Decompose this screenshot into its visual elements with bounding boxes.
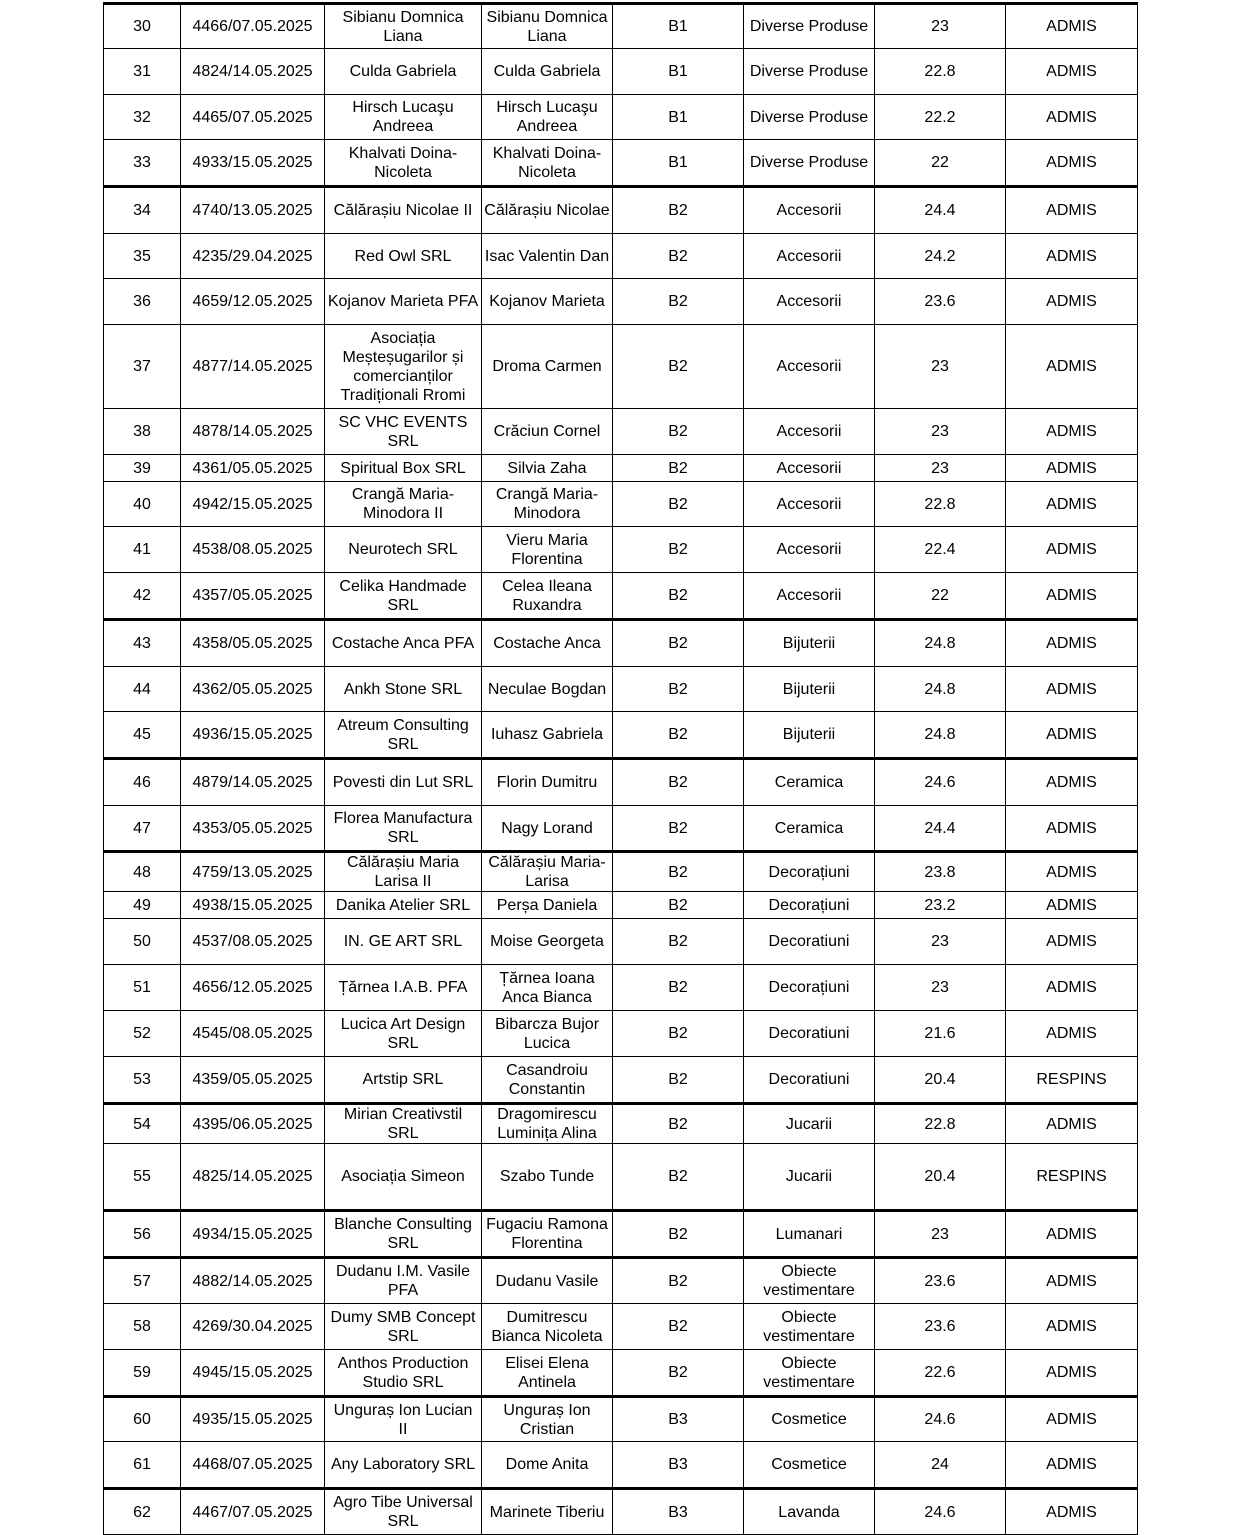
cell-zone: B2: [613, 1304, 744, 1350]
cell-company: Țărnea I.A.B. PFA: [325, 965, 482, 1011]
cell-representative: Casandroiu Constantin: [482, 1057, 613, 1104]
cell-category: Ceramica: [744, 759, 875, 806]
table-row: [104, 1397, 1138, 1442]
cell-score: 23.6: [875, 279, 1006, 325]
cell-score: 22.4: [875, 527, 1006, 573]
cell-company: Neurotech SRL: [325, 527, 482, 573]
cell-score: 23: [875, 965, 1006, 1011]
cell-score: 24.6: [875, 1397, 1006, 1442]
cell-status: ADMIS: [1006, 325, 1138, 409]
cell-nr: 44: [104, 667, 181, 712]
cell-registration: 4938/15.05.2025: [181, 892, 325, 919]
cell-company: Asociația Meșteșugarilor și comercianților Tradiționali Rromi: [325, 325, 482, 409]
cell-nr: 61: [104, 1442, 181, 1489]
cell-zone: B2: [613, 667, 744, 712]
cell-zone: B2: [613, 892, 744, 919]
cell-category: Cosmetice: [744, 1442, 875, 1489]
cell-registration: 4466/07.05.2025: [181, 4, 325, 49]
cell-category: Decorațiuni: [744, 892, 875, 919]
cell-company: Celika Handmade SRL: [325, 573, 482, 620]
cell-company: Agro Tibe Universal SRL: [325, 1489, 482, 1535]
cell-zone: B2: [613, 527, 744, 573]
cell-company: Costache Anca PFA: [325, 620, 482, 667]
cell-score: 23: [875, 455, 1006, 482]
cell-score: 23.8: [875, 852, 1006, 892]
cell-nr: 58: [104, 1304, 181, 1350]
cell-score: 23.2: [875, 892, 1006, 919]
cell-nr: 38: [104, 409, 181, 455]
cell-registration: 4359/05.05.2025: [181, 1057, 325, 1104]
cell-representative: Florin Dumitru: [482, 759, 613, 806]
cell-nr: 41: [104, 527, 181, 573]
cell-status: ADMIS: [1006, 1350, 1138, 1397]
cell-registration: 4465/07.05.2025: [181, 95, 325, 140]
cell-company: Unguraș Ion Lucian II: [325, 1397, 482, 1442]
table-row: [104, 1011, 1138, 1057]
table-row: [104, 187, 1138, 234]
table-row: [104, 325, 1138, 409]
cell-registration: 4740/13.05.2025: [181, 187, 325, 234]
table-row: [104, 1144, 1138, 1211]
cell-status: ADMIS: [1006, 852, 1138, 892]
cell-zone: B2: [613, 1258, 744, 1304]
cell-status: ADMIS: [1006, 1442, 1138, 1489]
cell-status: ADMIS: [1006, 95, 1138, 140]
cell-score: 22.8: [875, 482, 1006, 527]
cell-zone: B2: [613, 325, 744, 409]
cell-nr: 54: [104, 1104, 181, 1144]
cell-registration: 4879/14.05.2025: [181, 759, 325, 806]
cell-category: Diverse Produse: [744, 95, 875, 140]
cell-nr: 34: [104, 187, 181, 234]
cell-status: ADMIS: [1006, 140, 1138, 187]
cell-category: Accesorii: [744, 234, 875, 279]
cell-registration: 4357/05.05.2025: [181, 573, 325, 620]
table-row: [104, 482, 1138, 527]
cell-representative: Neculae Bogdan: [482, 667, 613, 712]
cell-status: ADMIS: [1006, 919, 1138, 965]
cell-nr: 46: [104, 759, 181, 806]
cell-category: Decoratiuni: [744, 1057, 875, 1104]
cell-zone: B2: [613, 620, 744, 667]
cell-zone: B3: [613, 1442, 744, 1489]
cell-registration: 4759/13.05.2025: [181, 852, 325, 892]
cell-nr: 48: [104, 852, 181, 892]
cell-registration: 4656/12.05.2025: [181, 965, 325, 1011]
cell-score: 24.6: [875, 759, 1006, 806]
cell-registration: 4877/14.05.2025: [181, 325, 325, 409]
cell-company: Mirian Creativstil SRL: [325, 1104, 482, 1144]
cell-nr: 30: [104, 4, 181, 49]
cell-zone: B2: [613, 573, 744, 620]
table-row: [104, 1211, 1138, 1258]
cell-nr: 37: [104, 325, 181, 409]
cell-status: ADMIS: [1006, 1258, 1138, 1304]
table-row: [104, 1489, 1138, 1535]
cell-zone: B2: [613, 712, 744, 759]
cell-status: ADMIS: [1006, 1211, 1138, 1258]
table-row: [104, 1258, 1138, 1304]
cell-score: 23: [875, 409, 1006, 455]
cell-score: 22.6: [875, 1350, 1006, 1397]
table-row: [104, 1057, 1138, 1104]
cell-category: Accesorii: [744, 409, 875, 455]
cell-company: Any Laboratory SRL: [325, 1442, 482, 1489]
cell-nr: 57: [104, 1258, 181, 1304]
cell-category: Diverse Produse: [744, 140, 875, 187]
cell-nr: 60: [104, 1397, 181, 1442]
cell-company: SC VHC EVENTS SRL: [325, 409, 482, 455]
cell-score: 24.4: [875, 187, 1006, 234]
table-row: [104, 620, 1138, 667]
cell-zone: B2: [613, 1144, 744, 1211]
cell-zone: B2: [613, 279, 744, 325]
cell-representative: Droma Carmen: [482, 325, 613, 409]
cell-category: Accesorii: [744, 455, 875, 482]
cell-registration: 4361/05.05.2025: [181, 455, 325, 482]
table-row: [104, 1104, 1138, 1144]
cell-nr: 39: [104, 455, 181, 482]
cell-representative: Nagy Lorand: [482, 806, 613, 852]
cell-status: ADMIS: [1006, 892, 1138, 919]
cell-category: Jucarii: [744, 1144, 875, 1211]
cell-status: ADMIS: [1006, 527, 1138, 573]
cell-score: 22.8: [875, 1104, 1006, 1144]
cell-nr: 50: [104, 919, 181, 965]
cell-category: Obiecte vestimentare: [744, 1258, 875, 1304]
cell-representative: Perșa Daniela: [482, 892, 613, 919]
cell-category: Accesorii: [744, 279, 875, 325]
results-table: [103, 2, 1138, 1535]
cell-representative: Dudanu Vasile: [482, 1258, 613, 1304]
table-row: [104, 1442, 1138, 1489]
cell-representative: Călărașiu Nicolae: [482, 187, 613, 234]
cell-score: 24.6: [875, 1489, 1006, 1535]
cell-zone: B2: [613, 1211, 744, 1258]
cell-company: Florea Manufactura SRL: [325, 806, 482, 852]
cell-category: Lumanari: [744, 1211, 875, 1258]
table-row: [104, 95, 1138, 140]
cell-score: 22: [875, 140, 1006, 187]
cell-score: 20.4: [875, 1057, 1006, 1104]
cell-representative: Khalvati Doina-Nicoleta: [482, 140, 613, 187]
cell-company: Anthos Production Studio SRL: [325, 1350, 482, 1397]
cell-nr: 32: [104, 95, 181, 140]
table-row: [104, 4, 1138, 49]
cell-registration: 4935/15.05.2025: [181, 1397, 325, 1442]
table-row: [104, 712, 1138, 759]
cell-representative: Dome Anita: [482, 1442, 613, 1489]
cell-company: Dudanu I.M. Vasile PFA: [325, 1258, 482, 1304]
cell-nr: 36: [104, 279, 181, 325]
cell-nr: 47: [104, 806, 181, 852]
cell-representative: Călărașiu Maria-Larisa: [482, 852, 613, 892]
cell-zone: B2: [613, 1104, 744, 1144]
table-row: [104, 965, 1138, 1011]
cell-zone: B2: [613, 1057, 744, 1104]
table-row: [104, 852, 1138, 892]
cell-registration: 4824/14.05.2025: [181, 49, 325, 95]
cell-status: ADMIS: [1006, 573, 1138, 620]
cell-registration: 4878/14.05.2025: [181, 409, 325, 455]
cell-score: 24.2: [875, 234, 1006, 279]
table-row: [104, 409, 1138, 455]
table-row: [104, 1350, 1138, 1397]
cell-score: 24.4: [875, 806, 1006, 852]
cell-score: 23: [875, 325, 1006, 409]
table-row: [104, 234, 1138, 279]
cell-representative: Bibarcza Bujor Lucica: [482, 1011, 613, 1057]
cell-zone: B2: [613, 1350, 744, 1397]
cell-representative: Kojanov Marieta: [482, 279, 613, 325]
cell-representative: Elisei Elena Antinela: [482, 1350, 613, 1397]
cell-category: Cosmetice: [744, 1397, 875, 1442]
cell-registration: 4362/05.05.2025: [181, 667, 325, 712]
table-row: [104, 279, 1138, 325]
cell-status: ADMIS: [1006, 409, 1138, 455]
table-row: [104, 1304, 1138, 1350]
cell-category: Obiecte vestimentare: [744, 1350, 875, 1397]
cell-representative: Vieru Maria Florentina: [482, 527, 613, 573]
cell-category: Accesorii: [744, 482, 875, 527]
cell-company: Kojanov Marieta PFA: [325, 279, 482, 325]
cell-score: 20.4: [875, 1144, 1006, 1211]
cell-zone: B2: [613, 455, 744, 482]
cell-registration: 4933/15.05.2025: [181, 140, 325, 187]
cell-registration: 4936/15.05.2025: [181, 712, 325, 759]
cell-registration: 4659/12.05.2025: [181, 279, 325, 325]
cell-registration: 4537/08.05.2025: [181, 919, 325, 965]
table-row: [104, 573, 1138, 620]
cell-score: 24.8: [875, 620, 1006, 667]
cell-category: Ceramica: [744, 806, 875, 852]
cell-score: 22: [875, 573, 1006, 620]
cell-nr: 35: [104, 234, 181, 279]
cell-zone: B2: [613, 759, 744, 806]
cell-company: Asociația Simeon: [325, 1144, 482, 1211]
cell-zone: B3: [613, 1489, 744, 1535]
cell-category: Diverse Produse: [744, 4, 875, 49]
cell-zone: B2: [613, 919, 744, 965]
cell-status: ADMIS: [1006, 1304, 1138, 1350]
cell-status: ADMIS: [1006, 279, 1138, 325]
cell-registration: 4942/15.05.2025: [181, 482, 325, 527]
cell-zone: B1: [613, 140, 744, 187]
cell-company: Povesti din Lut SRL: [325, 759, 482, 806]
cell-representative: Dumitrescu Bianca Nicoleta: [482, 1304, 613, 1350]
cell-status: ADMIS: [1006, 187, 1138, 234]
cell-nr: 33: [104, 140, 181, 187]
cell-zone: B2: [613, 187, 744, 234]
cell-status: ADMIS: [1006, 965, 1138, 1011]
cell-nr: 49: [104, 892, 181, 919]
cell-registration: 4395/06.05.2025: [181, 1104, 325, 1144]
cell-registration: 4825/14.05.2025: [181, 1144, 325, 1211]
cell-zone: B2: [613, 482, 744, 527]
cell-registration: 4358/05.05.2025: [181, 620, 325, 667]
cell-registration: 4467/07.05.2025: [181, 1489, 325, 1535]
cell-score: 22.8: [875, 49, 1006, 95]
cell-representative: Isac Valentin Dan: [482, 234, 613, 279]
cell-company: IN. GE ART SRL: [325, 919, 482, 965]
cell-status: ADMIS: [1006, 620, 1138, 667]
cell-registration: 4269/30.04.2025: [181, 1304, 325, 1350]
cell-status: ADMIS: [1006, 482, 1138, 527]
cell-status: ADMIS: [1006, 49, 1138, 95]
table-row: [104, 806, 1138, 852]
cell-nr: 31: [104, 49, 181, 95]
cell-zone: B2: [613, 409, 744, 455]
cell-status: ADMIS: [1006, 455, 1138, 482]
cell-status: ADMIS: [1006, 1011, 1138, 1057]
cell-company: Khalvati Doina-Nicoleta: [325, 140, 482, 187]
table-row: [104, 455, 1138, 482]
cell-status: ADMIS: [1006, 806, 1138, 852]
cell-company: Hirsch Lucaşu Andreea: [325, 95, 482, 140]
cell-representative: Fugaciu Ramona Florentina: [482, 1211, 613, 1258]
cell-nr: 42: [104, 573, 181, 620]
table-row: [104, 49, 1138, 95]
cell-category: Decorațiuni: [744, 852, 875, 892]
cell-status: ADMIS: [1006, 759, 1138, 806]
cell-company: Red Owl SRL: [325, 234, 482, 279]
cell-category: Jucarii: [744, 1104, 875, 1144]
cell-nr: 53: [104, 1057, 181, 1104]
cell-score: 23.6: [875, 1304, 1006, 1350]
cell-category: Accesorii: [744, 527, 875, 573]
table-row: [104, 667, 1138, 712]
cell-registration: 4882/14.05.2025: [181, 1258, 325, 1304]
cell-company: Sibianu Domnica Liana: [325, 4, 482, 49]
cell-nr: 55: [104, 1144, 181, 1211]
cell-score: 23: [875, 1211, 1006, 1258]
cell-company: Crangă Maria-Minodora II: [325, 482, 482, 527]
cell-category: Bijuterii: [744, 620, 875, 667]
cell-score: 24.8: [875, 667, 1006, 712]
table-row: [104, 759, 1138, 806]
cell-category: Accesorii: [744, 573, 875, 620]
cell-representative: Marinete Tiberiu: [482, 1489, 613, 1535]
cell-registration: 4538/08.05.2025: [181, 527, 325, 573]
cell-score: 23.6: [875, 1258, 1006, 1304]
cell-zone: B1: [613, 4, 744, 49]
cell-nr: 40: [104, 482, 181, 527]
cell-registration: 4945/15.05.2025: [181, 1350, 325, 1397]
cell-company: Ankh Stone SRL: [325, 667, 482, 712]
cell-registration: 4545/08.05.2025: [181, 1011, 325, 1057]
cell-category: Decoratiuni: [744, 919, 875, 965]
cell-score: 23: [875, 919, 1006, 965]
cell-nr: 43: [104, 620, 181, 667]
cell-representative: Szabo Tunde: [482, 1144, 613, 1211]
cell-representative: Dragomirescu Luminița Alina: [482, 1104, 613, 1144]
cell-registration: 4934/15.05.2025: [181, 1211, 325, 1258]
cell-category: Accesorii: [744, 325, 875, 409]
cell-registration: 4468/07.05.2025: [181, 1442, 325, 1489]
cell-representative: Moise Georgeta: [482, 919, 613, 965]
cell-company: Călărașiu Nicolae II: [325, 187, 482, 234]
cell-nr: 56: [104, 1211, 181, 1258]
cell-company: Călărașiu Maria Larisa II: [325, 852, 482, 892]
cell-zone: B2: [613, 234, 744, 279]
cell-company: Artstip SRL: [325, 1057, 482, 1104]
cell-registration: 4235/29.04.2025: [181, 234, 325, 279]
cell-category: Diverse Produse: [744, 49, 875, 95]
cell-nr: 45: [104, 712, 181, 759]
cell-company: Danika Atelier SRL: [325, 892, 482, 919]
cell-company: Spiritual Box SRL: [325, 455, 482, 482]
cell-status: ADMIS: [1006, 1104, 1138, 1144]
table-row: [104, 527, 1138, 573]
cell-category: Accesorii: [744, 187, 875, 234]
cell-status: ADMIS: [1006, 4, 1138, 49]
cell-nr: 51: [104, 965, 181, 1011]
cell-company: Blanche Consulting SRL: [325, 1211, 482, 1258]
cell-representative: Costache Anca: [482, 620, 613, 667]
table-row: [104, 140, 1138, 187]
cell-representative: Unguraș Ion Cristian: [482, 1397, 613, 1442]
cell-nr: 62: [104, 1489, 181, 1535]
cell-company: Atreum Consulting SRL: [325, 712, 482, 759]
cell-zone: B1: [613, 95, 744, 140]
cell-category: Decoratiuni: [744, 1011, 875, 1057]
table-row: [104, 919, 1138, 965]
cell-zone: B2: [613, 806, 744, 852]
cell-representative: Crăciun Cornel: [482, 409, 613, 455]
cell-zone: B3: [613, 1397, 744, 1442]
cell-representative: Celea Ileana Ruxandra: [482, 573, 613, 620]
cell-company: Culda Gabriela: [325, 49, 482, 95]
cell-score: 24: [875, 1442, 1006, 1489]
cell-representative: Iuhasz Gabriela: [482, 712, 613, 759]
cell-score: 22.2: [875, 95, 1006, 140]
cell-category: Lavanda: [744, 1489, 875, 1535]
cell-status: ADMIS: [1006, 667, 1138, 712]
cell-score: 21.6: [875, 1011, 1006, 1057]
cell-zone: B2: [613, 1011, 744, 1057]
cell-status: ADMIS: [1006, 234, 1138, 279]
cell-status: ADMIS: [1006, 1397, 1138, 1442]
cell-representative: Țărnea Ioana Anca Bianca: [482, 965, 613, 1011]
cell-representative: Crangă Maria-Minodora: [482, 482, 613, 527]
cell-score: 24.8: [875, 712, 1006, 759]
cell-status: RESPINS: [1006, 1144, 1138, 1211]
cell-company: Dumy SMB Concept SRL: [325, 1304, 482, 1350]
cell-status: RESPINS: [1006, 1057, 1138, 1104]
table-row: [104, 892, 1138, 919]
cell-representative: Sibianu Domnica Liana: [482, 4, 613, 49]
cell-zone: B2: [613, 965, 744, 1011]
cell-category: Bijuterii: [744, 667, 875, 712]
cell-category: Decorațiuni: [744, 965, 875, 1011]
cell-representative: Culda Gabriela: [482, 49, 613, 95]
cell-nr: 59: [104, 1350, 181, 1397]
cell-category: Obiecte vestimentare: [744, 1304, 875, 1350]
cell-category: Bijuterii: [744, 712, 875, 759]
cell-representative: Hirsch Lucaşu Andreea: [482, 95, 613, 140]
cell-nr: 52: [104, 1011, 181, 1057]
cell-zone: B2: [613, 852, 744, 892]
cell-status: ADMIS: [1006, 712, 1138, 759]
cell-representative: Silvia Zaha: [482, 455, 613, 482]
cell-zone: B1: [613, 49, 744, 95]
cell-registration: 4353/05.05.2025: [181, 806, 325, 852]
cell-company: Lucica Art Design SRL: [325, 1011, 482, 1057]
cell-score: 23: [875, 4, 1006, 49]
cell-status: ADMIS: [1006, 1489, 1138, 1535]
